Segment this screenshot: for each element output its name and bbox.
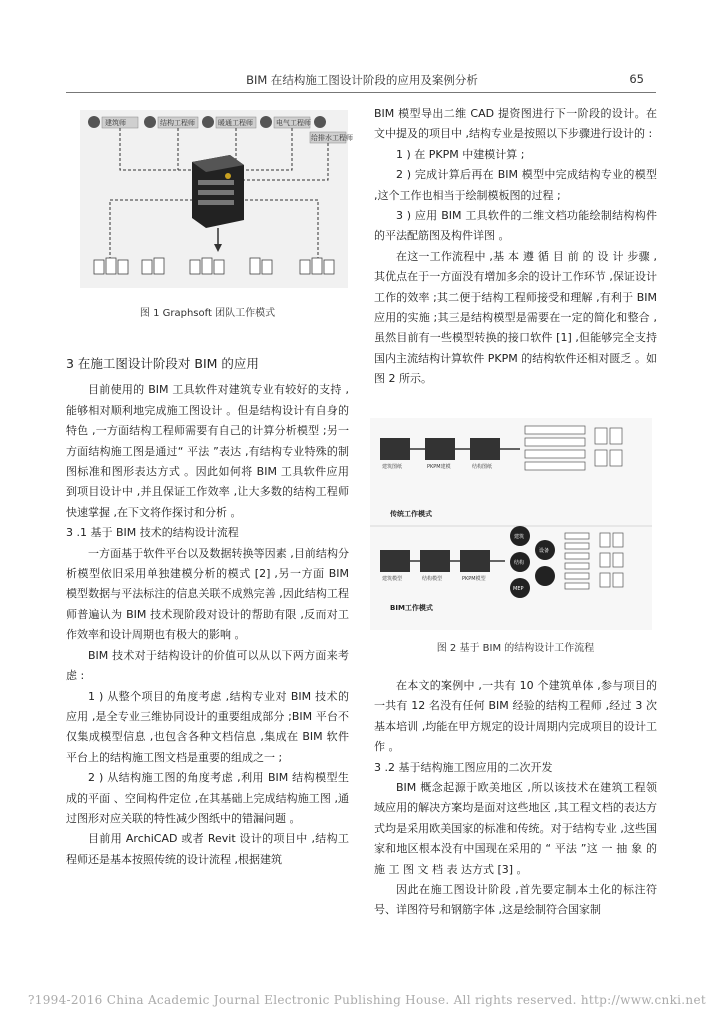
bim-step-label: 结构模型 [422,576,443,582]
section-3-1-paragraph-2: BIM 技术对于结构设计的价值可以从以下两方面来考虑 : [66,648,349,683]
role-label: 电气工程师 [276,119,311,127]
trad-step-label: 建筑图纸 [382,464,403,470]
section-3-1-item-1: 1 ) 从整个项目的角度考虑 ,结构专业对 BIM 技术的应用 ,是全专业三维协同设计的重要组成部分 ;BIM 平台不仅集成模型信息 ,也包含各种文档信息 ,集成在 BIM 软件平台上的结构施工图文档是重要的组成之一 ; [66,689,349,764]
section-3-2-heading: 3 .2 基于结构施工图应用的二次开发 [374,760,553,774]
circle-label: MEP [513,586,524,592]
bim-step-label: 建筑模型 [382,576,403,582]
section-3-1-paragraph-5: 目前用 ArchiCAD 或者 Revit 设计的项目中 ,结构工程师还是基本按照传统的设计流程 ,根据建筑 [66,832,349,866]
trad-step-label: 结构图纸 [472,464,493,470]
page-header-title: BIM 在结构施工图设计阶段的应用及案例分析 [246,73,478,87]
role-label: 给排水工程师 [311,134,353,142]
right-paragraph-1: BIM 模型导出二维 CAD 提资图进行下一阶段的设计。在文中提及的项目中 ,结构专业是按照以下步骤进行设计的 : [374,107,657,141]
role-label: 结构工程师 [160,119,195,127]
figure-1-caption: 图 1 Graphsoft 团队工作模式 [139,308,276,319]
section-3-paragraph: 目前使用的 BIM 工具软件对建筑专业有较好的支持 ,能够相对顺利地完成施工图设计 。但是结构设计有自身的特色 ,一方面结构工程师需要有自己的计算分析模型 ;另一方面结构施工图是通过“ 平法 ”表达 ,有结构专业特殊的制图标准和图形表达方式 。因此如何将 BIM 工具软件应用到项目设计中 ,并且保证工作效率 ,让大多数的结构工程师快速掌握 ,在下文将作探讨和分析 。 [66,383,349,519]
right-column-top [374,104,657,390]
role-box-architect [88,116,138,128]
section-3-1-item-2: 2 ) 从结构施工图的角度考虑 ,利用 BIM 结构模型生成的平面 、空间构件定位 ,在其基础上完成结构施工图 ,通过图形对应关联的特性减少图纸中的错漏问题 。 [66,771,349,825]
trad-step-label: PKPM建模 [427,464,451,470]
section-3-heading: 3 在施工图设计阶段对 BIM 的应用 [66,356,259,371]
header-rule [66,92,656,93]
bim-mode-label: BIM工作模式 [390,604,433,612]
figure-2-bim-workflow [370,418,652,630]
left-column [66,350,349,870]
right-column-bottom [374,676,657,921]
bim-step-label: PKPM模型 [462,576,486,582]
role-box-hvac [202,116,256,128]
section-3-1-paragraph-1: 一方面基于软件平台以及数据转换等因素 ,目前结构分析模型依旧采用单独建模分析的模式 [2] ,另一方面 BIM 模型数据与平法标注的信息关联不成熟完善 ,因此结构工程师普遍认为 BIM 技术现阶段对设计的帮助有限 ,反而对工作效率和设计周期也有极大的影响 。 [66,546,349,642]
circle-label: 建筑 [514,534,525,540]
right-step-1: 1 ) 在 PKPM 中建模计算 ; [396,147,525,161]
circle-label: 设备 [539,548,550,554]
role-label: 暖通工程师 [218,119,253,127]
figure-1-team-workflow [80,110,353,288]
section-3-2-paragraph-1: BIM 概念起源于欧美地区 ,所以该技术在建筑工程领域应用的解决方案均是面对这些地区 ,其工程文档的表达方式均是采用欧美国家的标准和传统。对于结构专业 ,这些国家和地区根本没有中国现在采用的 “ 平法 ”这 一 抽 象 的 施 工 图 文 档 表 达方式 [3] 。 [374,781,657,876]
role-box-electrical [260,116,311,128]
page-number: 65 [629,72,644,86]
role-box-structural [144,116,198,128]
right-paragraph-5: 在这一工作流程中 ,基 本 遵 循 目 前 的 设 计 步骤 ,其优点在于一方面没有增加多余的设计工作环节 ,保证设计工作的效率 ;其二便于结构工程师接受和理解 ,有利于 BIM 应用的实施 ;其三是结构模型是需要在一定的简化和整合 ,虽然目前有一些模型转换的接口软件 [1] ,但能够完全支持国内主流结构计算软件 PKPM 的结构软件还相对匮乏 。如图 2 所示。 [374,249,657,386]
section-3-2-paragraph-2: 因此在施工图设计阶段 ,首先要定制本土化的标注符号、详图符号和钢筋字体 ,这是绘制符合国家制 [374,883,657,917]
right-step-3: 3 ) 应用 BIM 工具软件的二维文档功能绘制结构构件的平法配筋图及构件详图 。 [374,209,657,243]
bim-server-icon [192,155,244,228]
copyright-footer: ?1994-2016 China Academic Journal Electronic Publishing House. All rights reserved. http://www.cnki.net [28,993,706,1007]
traditional-mode-label: 传统工作模式 [390,510,432,518]
right-paragraph-6: 在本文的案例中 ,一共有 10 个建筑单体 ,参与项目的一共有 12 名没有任何 BIM 经验的结构工程师 ,经过 3 次基本培训 ,均能在甲方规定的设计周期内完成项目的设计工作 。 [374,679,657,754]
right-step-2: 2 ) 完成计算后再在 BIM 模型中完成结构专业的模型 ,这个工作也相当于绘制模板图的过程 ; [374,168,657,202]
figure-2-caption: 图 2 基于 BIM 的结构设计工作流程 [436,643,595,654]
section-3-1-heading: 3 .1 基于 BIM 技术的结构设计流程 [66,526,239,540]
circle-label: 结构 [514,560,525,566]
role-label: 建筑师 [105,119,126,127]
